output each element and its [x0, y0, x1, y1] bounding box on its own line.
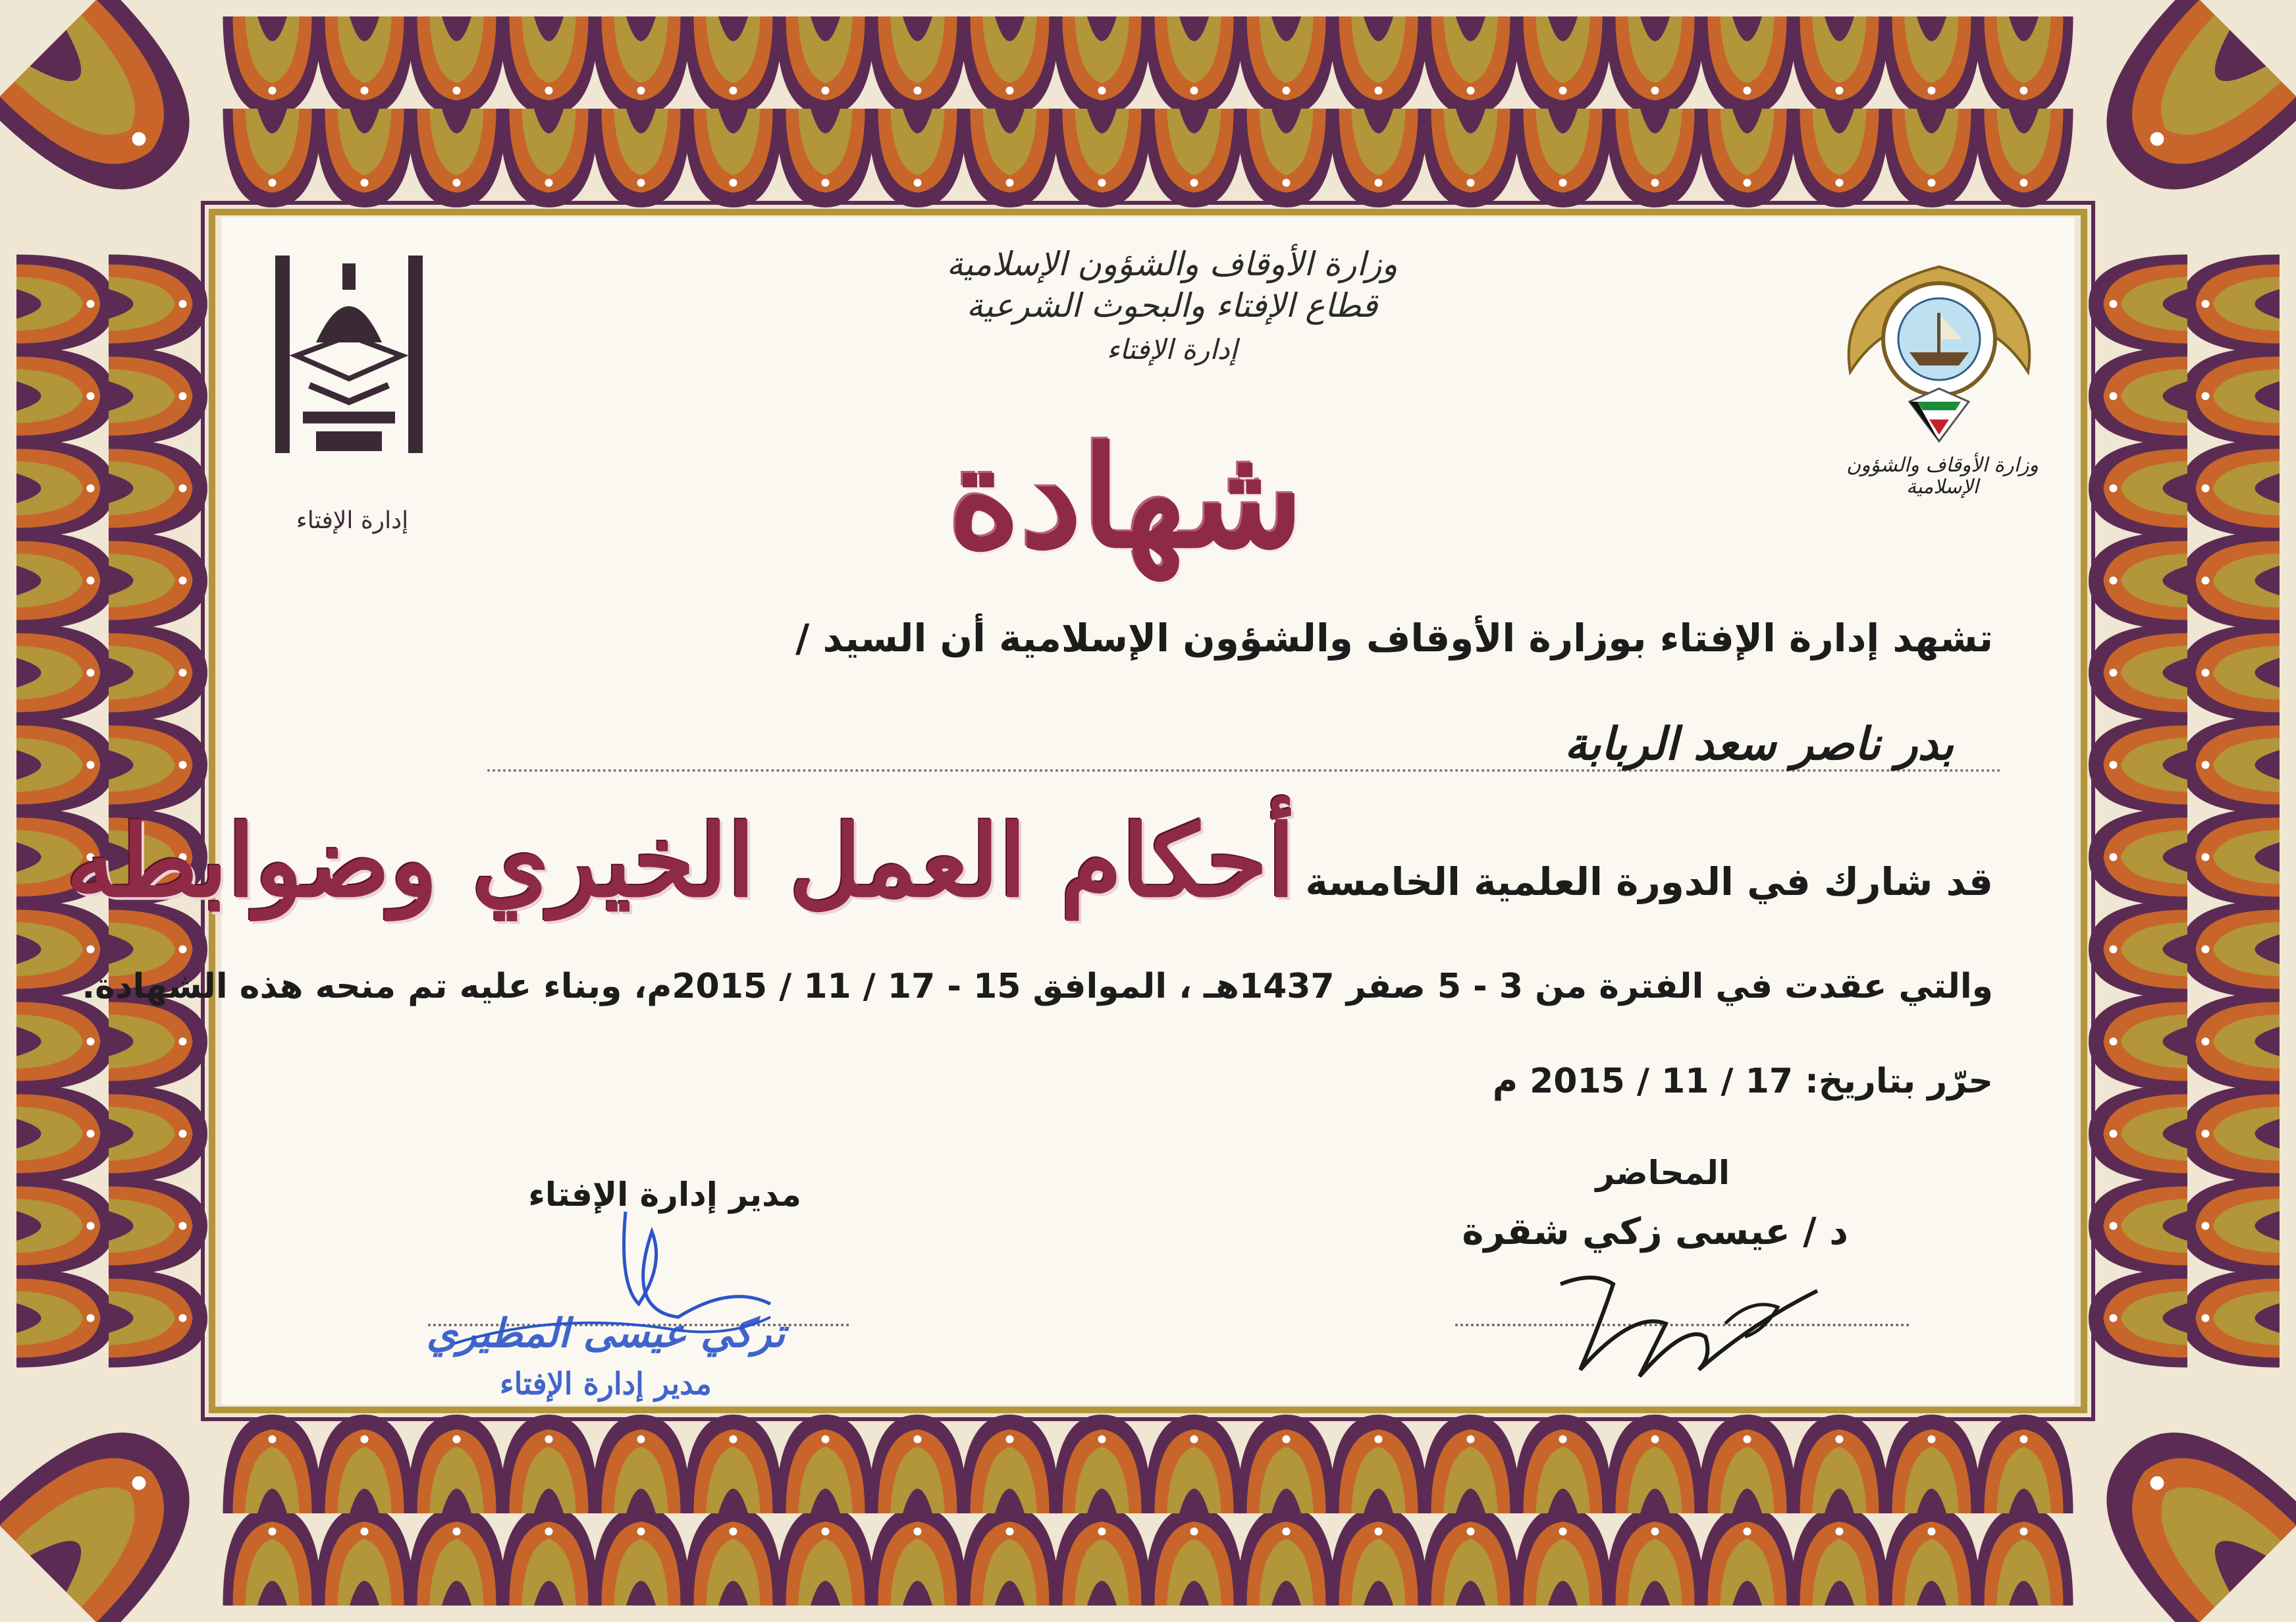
- dates-text: والتي عقدت في الفترة من 3 - 5 صفر 1437هـ ، الموافق 15 - 17 / 11 / 2015م، وبناء عليه تم منحه هذه الشهادة.: [82, 967, 1993, 1006]
- ministry-line-3: إدارة الإفتاء: [1106, 333, 1238, 365]
- lecturer-name: د / عيسى زكي شقرة: [1462, 1210, 1848, 1253]
- emblem-caption: وزارة الأوقاف والشؤون الإسلامية: [1846, 454, 2039, 499]
- director-signature: [428, 1205, 797, 1403]
- recipient-name: بدر ناصر سعد الربابة: [1564, 718, 1954, 770]
- ministry-header: [909, 244, 1435, 367]
- kuwait-emblem-icon: [1830, 240, 2048, 464]
- stamp-title: مدير إدارة الإفتاء: [500, 1366, 712, 1401]
- participation-text: قد شارك في الدورة العلمية الخامسة :: [1277, 859, 1993, 904]
- director-title: مدير إدارة الإفتاء: [528, 1176, 801, 1214]
- ministry-line-1: وزارة الأوقاف والشؤون الإسلامية: [946, 245, 1398, 283]
- certificate-title: شهادة: [948, 416, 1304, 579]
- issue-date: حرّر بتاريخ: 17 / 11 / 2015 م: [1492, 1062, 1993, 1101]
- intro-text: تشهد إدارة الإفتاء بوزارة الأوقاف والشؤون الإسلامية أن السيد /: [795, 616, 1993, 661]
- stamp-name: تركي عيسى المطيري: [426, 1311, 786, 1357]
- ifta-logo-text: إدارة الإفتاء: [296, 507, 409, 534]
- lecturer-title: المحاضر: [1595, 1154, 1730, 1192]
- ministry-line-2: قطاع الإفتاء والبحوث الشرعية: [966, 286, 1378, 325]
- course-name: أحكام العمل الخيري وضوابطه: [66, 803, 1295, 919]
- ifta-logo-icon: [263, 244, 435, 507]
- lecturer-signature: [1554, 1245, 1830, 1396]
